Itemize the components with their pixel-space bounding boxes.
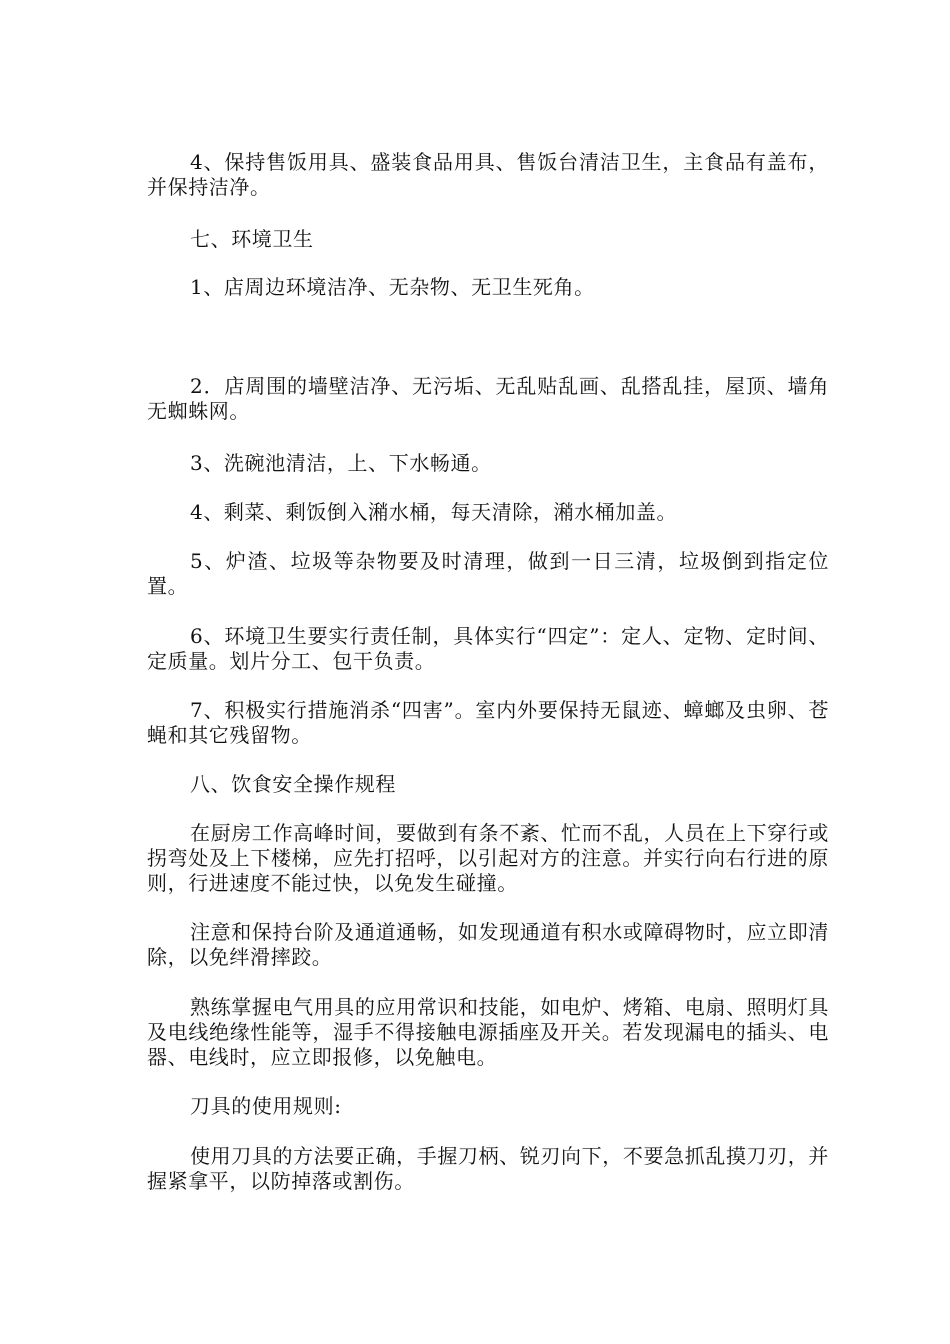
subheading-knife-rules: 刀具的使用规则:: [190, 1094, 342, 1118]
section-heading-8: 八、饮食安全操作规程: [190, 772, 396, 796]
paragraph-11: 熟练掌握电气用具的应用常识和技能，如电炉、烤箱、电扇、照明灯具及电线绝缘性能等，湿手不得接触电源插座及开关。若发现漏电的插头、电器、电线时，应立即报修，以免触电。: [147, 995, 829, 1069]
section-heading-7: 七、环境卫生: [190, 227, 314, 251]
paragraph-6: 5、炉渣、垃圾等杂物要及时清理，做到一日三清，垃圾倒到指定位置。: [147, 549, 829, 598]
paragraph-5: 4、剩菜、剩饭倒入潲水桶，每天清除，潲水桶加盖。: [190, 500, 678, 524]
paragraph-1: 4、保持售饭用具、盛装食品用具、售饭台清洁卫生，主食品有盖布，并保持洁净。: [147, 150, 829, 199]
paragraph-8: 7、积极实行措施消杀“四害”。室内外要保持无鼠迹、蟑螂及虫卵、苍蝇和其它残留物。: [147, 698, 829, 747]
paragraph-4: 3、洗碗池清洁，上、下水畅通。: [190, 451, 492, 475]
paragraph-9: 在厨房工作高峰时间，要做到有条不紊、忙而不乱，人员在上下穿行或拐弯处及上下楼梯，应先打招呼，以引起对方的注意。并实行向右行进的原则，行进速度不能过快，以免发生碰撞。: [147, 821, 829, 895]
paragraph-3: 2．店周围的墙壁洁净、无污垢、无乱贴乱画、乱搭乱挂，屋顶、墙角无蜘蛛网。: [147, 374, 829, 423]
paragraph-10: 注意和保持台阶及通道通畅，如发现通道有积水或障碍物时，应立即清除，以免绊滑摔跤。: [147, 920, 829, 969]
paragraph-7: 6、环境卫生要实行责任制，具体实行“四定”：定人、定物、定时间、定质量。划片分工、包干负责。: [147, 624, 829, 673]
paragraph-12: 使用刀具的方法要正确，手握刀柄、锐刃向下，不要急抓乱摸刀刃，并握紧拿平，以防掉落或割伤。: [147, 1144, 829, 1193]
paragraph-2: 1、店周边环境洁净、无杂物、无卫生死角。: [190, 275, 595, 299]
